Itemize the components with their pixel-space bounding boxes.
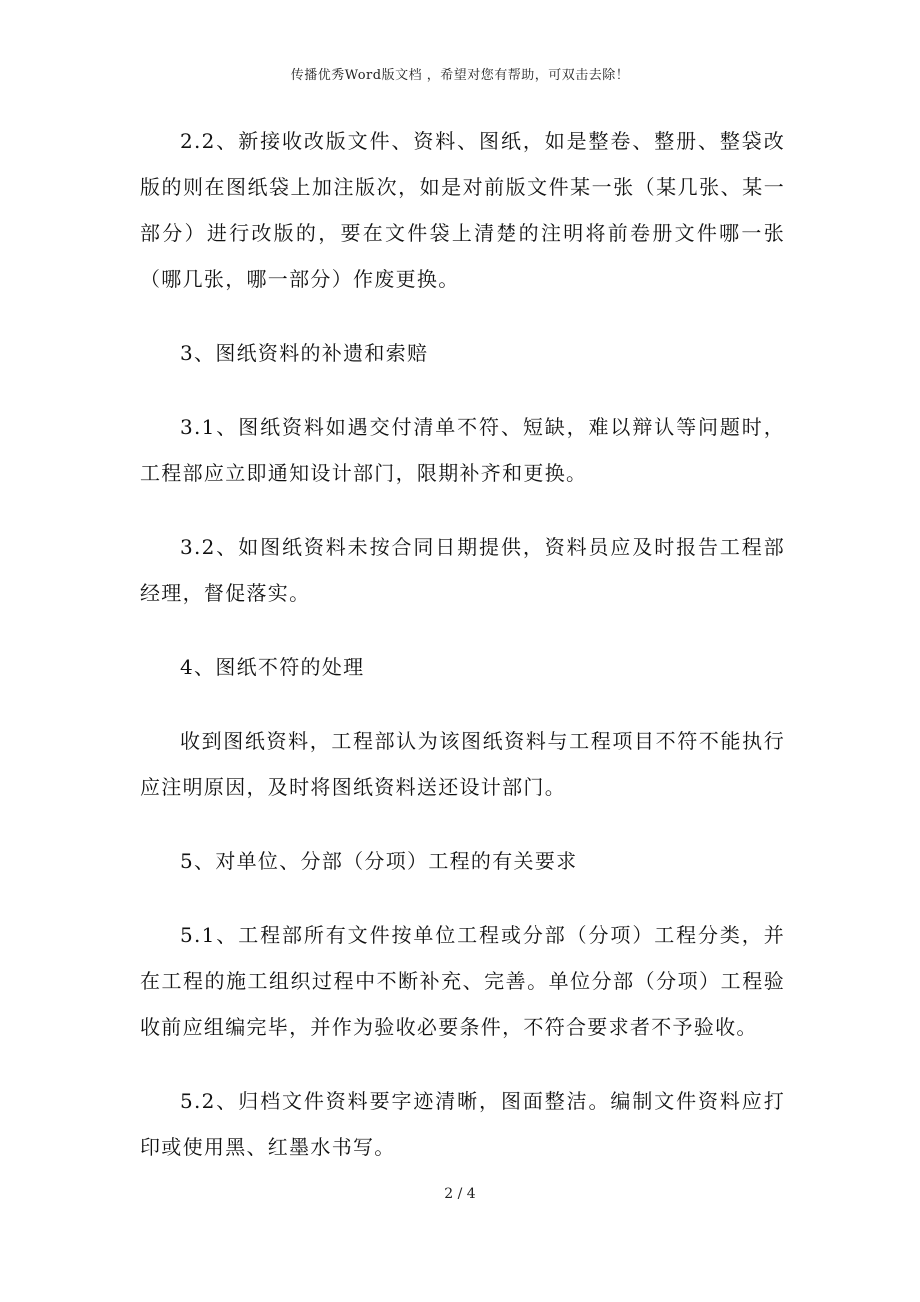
paragraph-4-body: 收到图纸资料，工程部认为该图纸资料与工程项目不符不能执行应注明原因，及时将图纸资料送还设计部门。 (140, 729, 785, 799)
paragraph-5-2: 5.2、归档文件资料要字迹清晰，图面整洁。编制文件资料应打印或使用黑、红墨水书写。 (140, 1089, 785, 1159)
heading-section-5: 5、对单位、分部（分项）工程的有关要求 (180, 849, 578, 873)
page-number: 2 / 4 (444, 1186, 476, 1202)
paragraph-3-2: 3.2、如图纸资料未按合同日期提供，资料员应及时报告工程部经理，督促落实。 (140, 535, 785, 605)
paragraph-2-2: 2.2、新接收改版文件、资料、图纸，如是整卷、整册、整袋改版的则在图纸袋上加注版次，如是对前版文件某一张（某几张、某一部分）进行改版的，要在文件袋上清楚的注明将前卷册文件哪一张（哪几张，哪一部分）作废更换。 (140, 129, 785, 291)
heading-section-4: 4、图纸不符的处理 (180, 655, 365, 679)
page-header-note: 传播优秀Word版文档 ，希望对您有帮助，可双击去除！ (290, 68, 630, 83)
heading-section-3: 3、图纸资料的补遗和索赔 (180, 341, 429, 365)
document-body (140, 118, 785, 1198)
paragraph-5-1: 5.1、工程部所有文件按单位工程或分部（分项）工程分类，并在工程的施工组织过程中不断补充、完善。单位分部（分项）工程验收前应组编完毕，并作为验收必要条件，不符合要求者不予验收。 (140, 923, 785, 1039)
paragraph-3-1: 3.1、图纸资料如遇交付清单不符、短缺，难以辩认等问题时，工程部应立即通知设计部门，限期补齐和更换。 (140, 415, 785, 485)
